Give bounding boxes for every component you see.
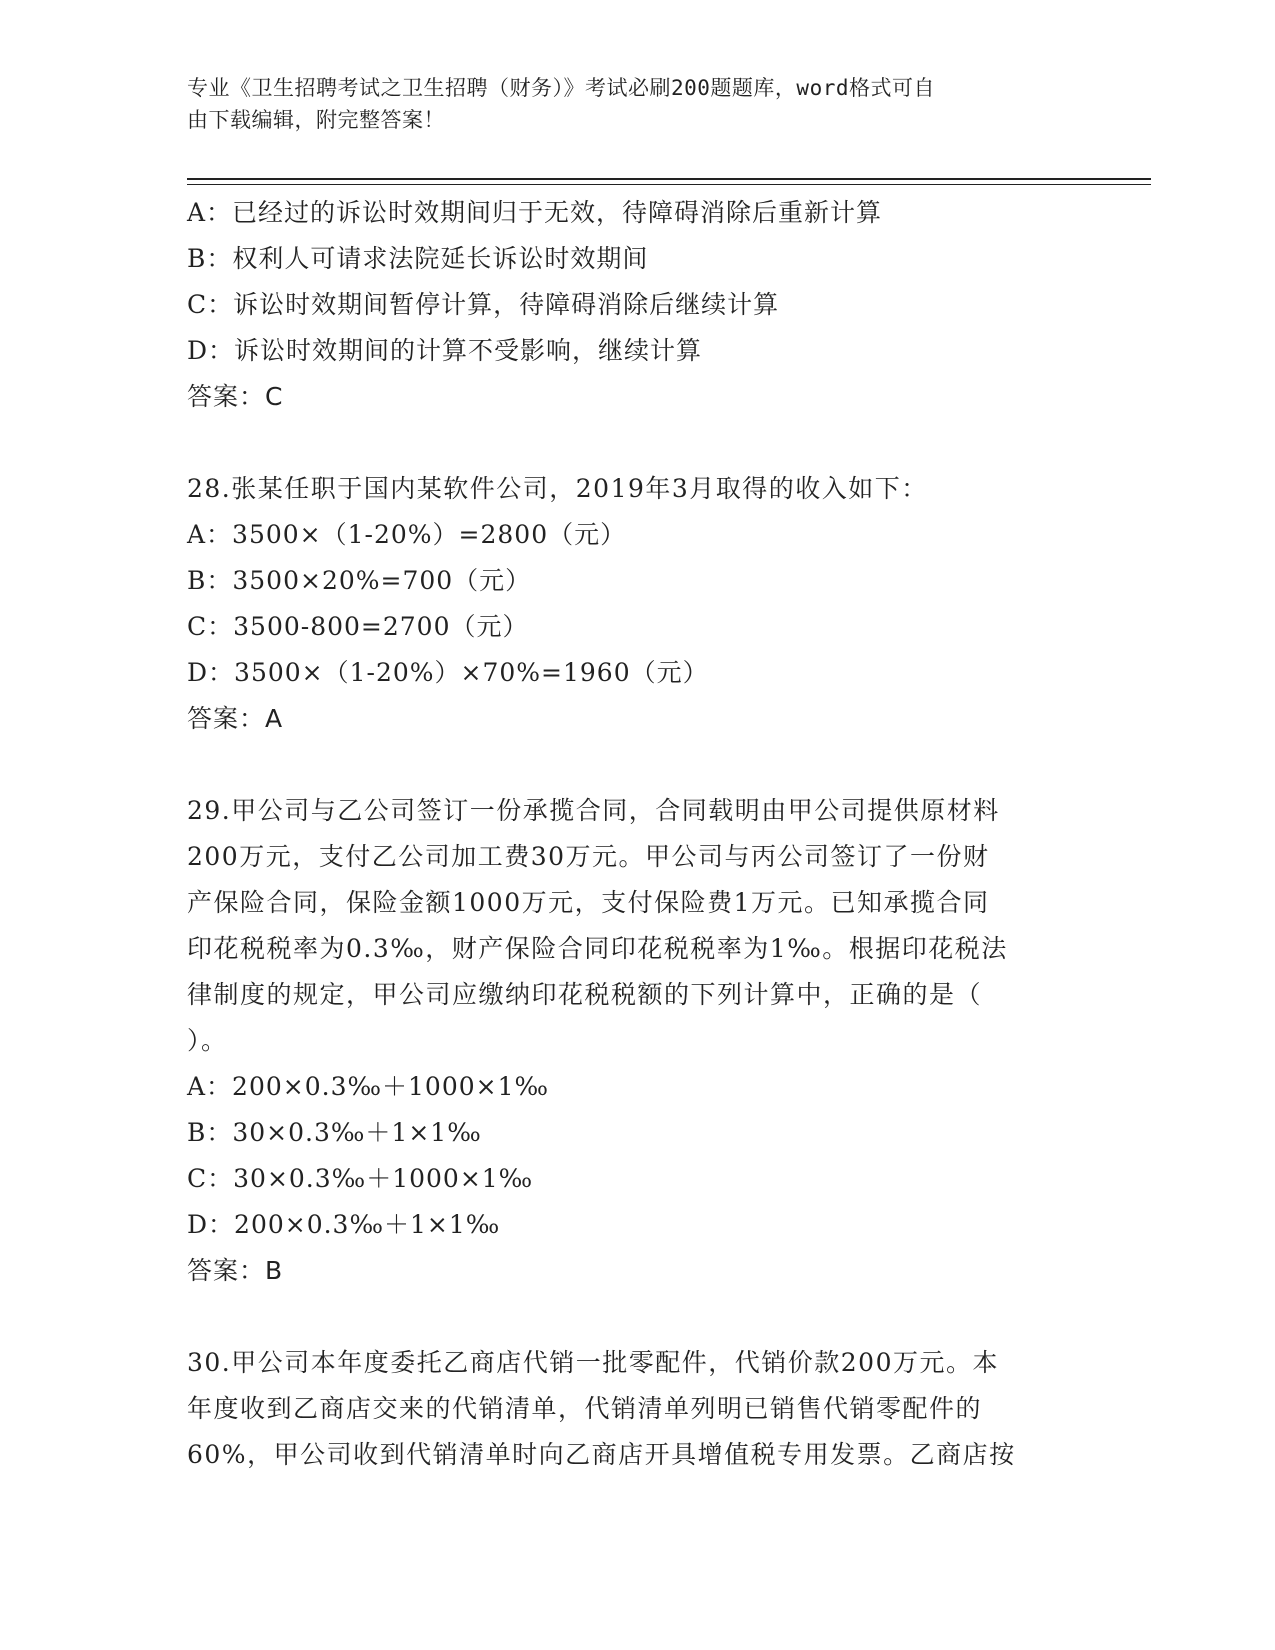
option-a: A：已经过的诉讼时效期间归于无效，待障碍消除后重新计算 (187, 198, 883, 227)
question-stem-line: 年度收到乙商店交来的代销清单，代销清单列明已销售代销零配件的 (187, 1394, 983, 1423)
question-stem-line: 律制度的规定，甲公司应缴纳印花税税额的下列计算中，正确的是（ (187, 980, 983, 1009)
spacer (187, 1294, 1077, 1340)
option-c: C：诉讼时效期间暂停计算，待障碍消除后继续计算 (187, 290, 780, 319)
option-b: B：权利人可请求法院延长诉讼时效期间 (187, 244, 649, 273)
document-body (187, 190, 1077, 1478)
option-d: D：200×0.3‰＋1×1‰ (187, 1210, 501, 1239)
spacer (187, 742, 1077, 788)
option-d: D：3500×（1-20%）×70%=1960（元） (187, 658, 709, 687)
option-b: B：30×0.3‰＋1×1‰ (187, 1118, 482, 1147)
spacer (187, 420, 1077, 466)
option-c: C：3500-800=2700（元） (187, 612, 529, 641)
option-c: C：30×0.3‰＋1000×1‰ (187, 1164, 534, 1193)
question-27 (187, 190, 1077, 420)
question-stem-line: 产保险合同，保险金额1000万元，支付保险费1万元。已知承揽合同 (187, 888, 990, 917)
option-a: A：3500×（1-20%）=2800（元） (187, 520, 627, 549)
question-28 (187, 466, 1077, 742)
answer: 答案：A (187, 704, 284, 733)
question-stem: 28.张某任职于国内某软件公司，2019年3月取得的收入如下： (187, 474, 928, 503)
option-a: A：200×0.3‰＋1000×1‰ (187, 1072, 550, 1101)
header-line-1: 专业《卫生招聘考试之卫生招聘（财务）》考试必刷200题题库，word格式可自 (187, 76, 935, 100)
question-stem-line: 印花税税率为0.3‰，财产保险合同印花税税率为1‰。根据印花税法 (187, 934, 1008, 963)
document-header (187, 72, 1067, 136)
question-29 (187, 788, 1077, 1294)
question-stem-line: 60%，甲公司收到代销清单时向乙商店开具增值税专用发票。乙商店按 (187, 1440, 1016, 1469)
header-divider-thick (187, 178, 1151, 180)
question-30 (187, 1340, 1077, 1478)
option-d: D：诉讼时效期间的计算不受影响，继续计算 (187, 336, 703, 365)
question-stem-line: 29.甲公司与乙公司签订一份承揽合同，合同载明由甲公司提供原材料 (187, 796, 1000, 825)
header-line-2: 由下载编辑，附完整答案！ (187, 108, 445, 132)
question-stem-line: 30.甲公司本年度委托乙商店代销一批零配件，代销价款200万元。本 (187, 1348, 999, 1377)
question-stem-line: ）。 (187, 1026, 228, 1055)
option-b: B：3500×20%=700（元） (187, 566, 532, 595)
question-stem-line: 200万元，支付乙公司加工费30万元。甲公司与丙公司签订了一份财 (187, 842, 990, 871)
answer: 答案：B (187, 1256, 284, 1285)
header-divider-thin (187, 184, 1151, 185)
answer: 答案：C (187, 382, 284, 411)
